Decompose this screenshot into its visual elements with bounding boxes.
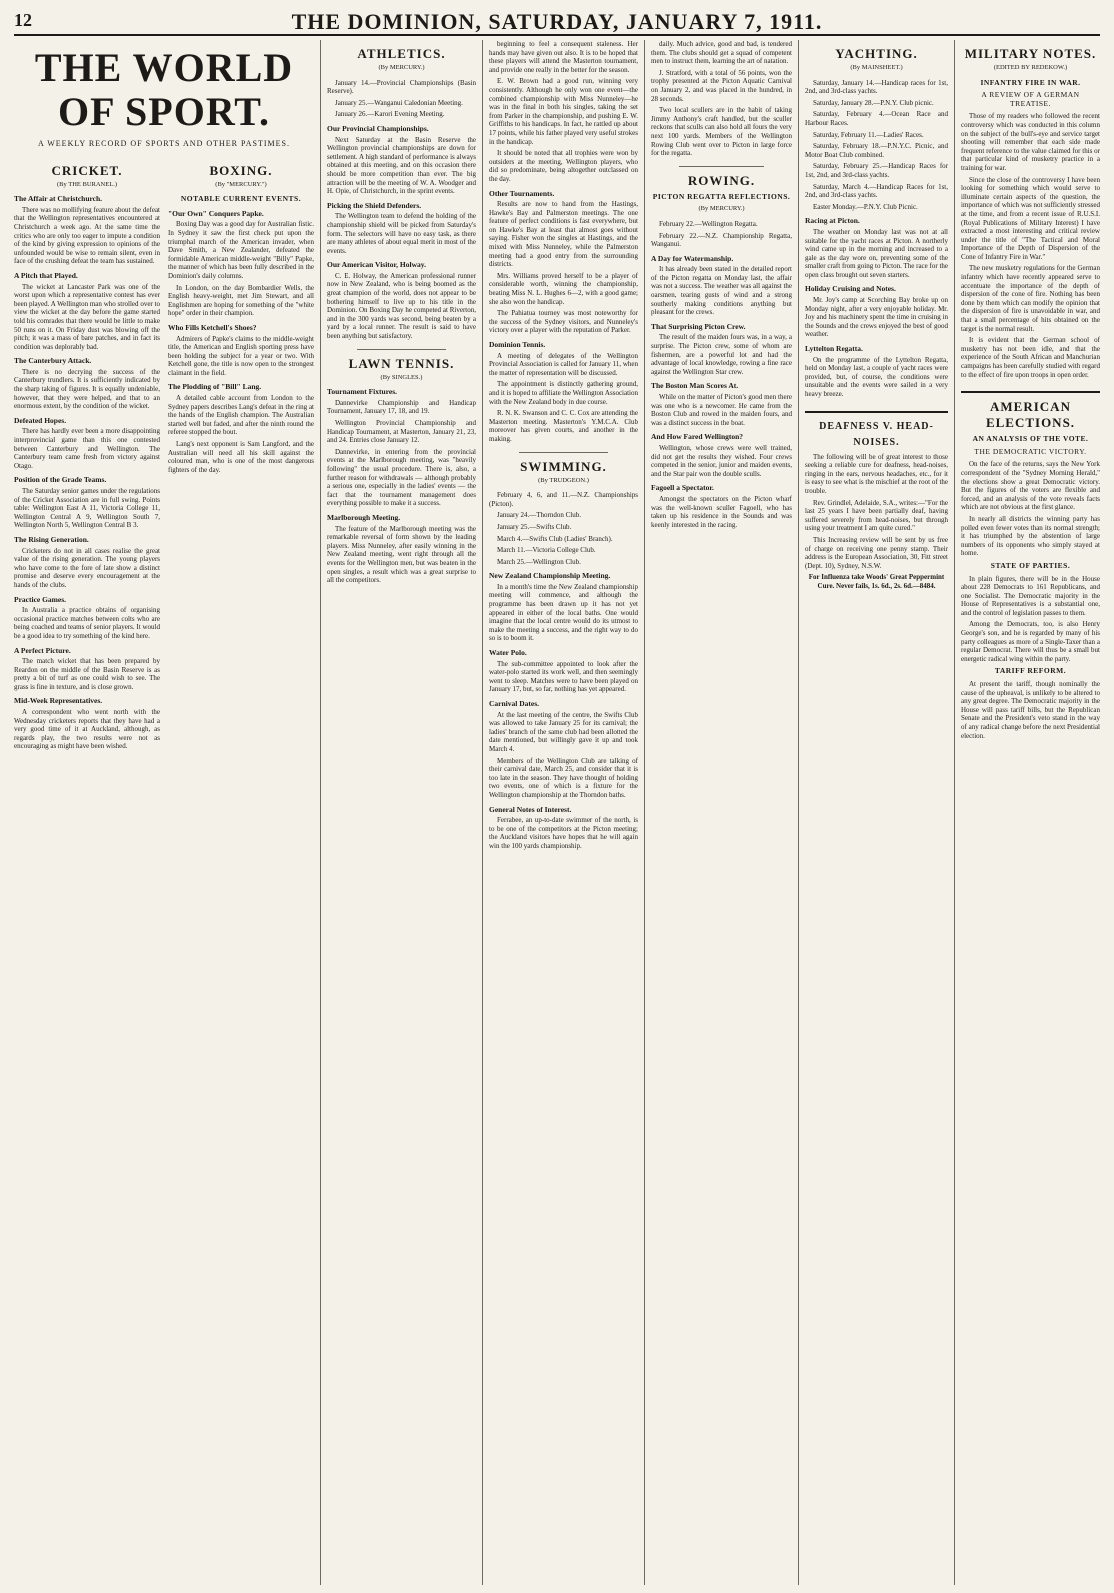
tennis-byline: (By SINGLES.) <box>380 373 423 381</box>
tennis-subhead: Dominion Tennis. <box>489 340 546 349</box>
article-paragraph: Rev. Grindlel, Adelaide, S.A., writes:—"For the last 25 years I have been partially deaf, having suffered severely from head-noises, but through using your treatment I am quite cured." <box>805 498 948 533</box>
article-paragraph: In Australia a practice obtains of organising occasional practice matches between colts who are being coached and teams of senior players. It would be a good idea to try something of the kind here. <box>14 606 160 640</box>
swimming-subhead: New Zealand Championship Meeting. <box>489 571 611 581</box>
article-paragraph: Dannevirke, in entering from the provincial events at the Marlborough meeting, was "heavily following" the usual procedure. There is, also, a further reason for withdrawals — although probably a serious one, especially in the ladies' events — the fact that the tournament management does everything possible to make it a success. <box>327 447 476 508</box>
cricket-subhead: Position of the Grade Teams. <box>14 475 107 485</box>
article-paragraph: The Pahiatua tourney was most noteworthy for the success of the Sydney visitors, and Nunneley's victory over a player with the reputation of Parker. <box>489 309 638 335</box>
yachting-subhead: Lyttelton Regatta. <box>805 344 863 354</box>
fixture-line: January 25.—Swifts Club. <box>497 522 572 531</box>
article-paragraph: Ferrabee, an up-to-date swimmer of the north, is to be one of the competitors at the Picton meeting; the Auckland visitors have hopes that he will again win the 100 yards championship. <box>489 816 638 850</box>
swimming-subhead: Water Polo. <box>489 648 527 658</box>
fixture-line: Saturday, February 4.—Ocean Race and Harbour Races. <box>805 110 948 127</box>
article-paragraph: In London, on the day Bombardier Wells, the English heavy-weight, met Jim Stewart, and all Englishmen are hoping for something of the "white hope" order in their champion. <box>168 283 314 318</box>
boxing-byline: (By "MERCURY.") <box>215 180 267 188</box>
fixture-line: February 22.—Wellington Regatta. <box>659 219 758 228</box>
military-column <box>954 40 1100 1585</box>
fixture-line: January 14.—Provincial Championships (Basin Reserve). <box>327 78 476 96</box>
article-paragraph: A detailed cable account from London to the Sydney papers describes Lang's defeat in the ring at the hands of the English champion. The Australian started well but faded, and after the ninth round the referee stopped the bout. <box>168 394 314 437</box>
article-paragraph: It has already been stated in the detailed report of the Picton regatta on Monday last, the affair was not a success. The weather was all against the oarsmen, tearing gusts of wind and a strong southerly making conditions anything but pleasant for the crews. <box>651 265 792 317</box>
yachting-subhead: Racing at Picton. <box>805 216 860 226</box>
sport-subtitle: A WEEKLY RECORD OF SPORTS AND OTHER PASTIMES. <box>38 139 290 148</box>
cricket-heading: CRICKET. <box>51 162 123 178</box>
fixture-line: Easter Monday.—P.N.Y. Club Picnic. <box>813 202 918 211</box>
article-paragraph: In nearly all districts the winning party has polled even fewer votes than its normal strength; it has triumphed by the abstention of large numbers of its opponents who simply stayed at home. <box>961 514 1100 558</box>
section-divider <box>679 166 764 167</box>
swimming-subhead: General Notes of Interest. <box>489 804 572 814</box>
fixture-line: March 25.—Wellington Club. <box>497 557 581 566</box>
tennis-subhead: Marlborough Meeting. <box>327 512 401 522</box>
rowing-subhead: That Surprising Picton Crew. <box>651 321 746 331</box>
article-paragraph: In plain figures, there will be in the House about 228 Democrats to 161 Republicans, and one Socialist. The Democratic majority in the House of Representatives is a substantial one, and the control of legislation passes to them. <box>961 574 1100 617</box>
section-divider <box>805 411 948 413</box>
rowing-heading: ROWING. <box>687 172 756 188</box>
article-paragraph: Wellington, whose crews were well trained, did not get the results they wished. Four crews competed in the senior, junior and maiden events, and the Star pair won the double sculls. <box>651 443 792 478</box>
fixture-line: March 4.—Swifts Club (Ladies' Branch). <box>497 534 613 543</box>
deafness-heading: DEAFNESS V. HEAD-NOISES. <box>819 420 934 448</box>
american-subhead: TARIFF REFORM. <box>994 666 1067 676</box>
section-divider <box>357 349 446 350</box>
fixture-line: February 22.—N.Z. Championship Regatta, Wanganui. <box>651 231 792 249</box>
section-divider <box>961 391 1100 393</box>
boxing-section <box>168 157 314 754</box>
article-paragraph: E. W. Brown had a good run, winning very consistently. Although he only won one event—the combined championship with Miss Nunneley—he was in the final in both his singles, taking the set from Parker in the championship, and pushing E. W. Griffiths to his handicaps. In fact, he rattled up about 17 points, while his father played very useful strokes in the handicap. <box>489 77 638 146</box>
article-paragraph: Two local scullers are in the habit of taking Jimmy Anthony's craft handled, but the sculler reckons that sculls can also hold all fours the very next 100 yards. Members of the Wellington Rowing Club went over to Picton in large force for the regatta. <box>651 106 792 158</box>
article-paragraph: beginning to feel a consequent staleness. Her hands may have given out also. It is to be hoped that these players will attend the Masterton tournament, and provide one really in the better for the season. <box>489 40 638 74</box>
fixture-line: January 25.—Wanganui Caledonian Meeting. <box>335 98 463 107</box>
article-paragraph: The Saturday senior games under the regulations of the Cricket Association are in full swing. Points table: Wellington East A 11, Victoria College 11, Wellington Central A 9, Wellington South 7, Wellington North 5, Wellington Central B 3. <box>14 487 160 530</box>
swimming-subhead: Carnival Dates. <box>489 699 539 708</box>
rowing-subhead: And How Fared Wellington? <box>651 432 744 442</box>
cricket-byline: (By THE BURANEL.) <box>56 180 117 188</box>
boxing-heading: BOXING. <box>209 162 273 178</box>
athletics-byline: (By MERCURY.) <box>378 64 425 71</box>
yachting-byline: (By MAINSHEET.) <box>850 64 903 71</box>
article-paragraph: Admirers of Papke's claims to the middle-weight title, the American and English sporting press have been holding the subject for a year or two. With Ketchell gone, the title is now open to the strongest claimant in the field. <box>168 334 314 377</box>
rowing-subhead: Fagoell a Spectator. <box>651 483 714 493</box>
fixture-line: February 4, 6, and 11.—N.Z. Championships (Picton). <box>489 491 638 508</box>
article-paragraph: Amongst the spectators on the Picton wharf was the well-known sculler Fagoell, who has taken up his residence in the Sounds and was keenly interested in the racing. <box>651 494 792 529</box>
fixture-line: January 24.—Thorndon Club. <box>497 511 581 520</box>
article-paragraph: While on the matter of Picton's good men there was one who is a newcomer. He came from the Boston Club and rowed in the maiden fours, and was a distinct success in the boat. <box>651 393 792 427</box>
article-paragraph: The sub-committee appointed to look after the water-polo started its work well, and then seemingly went to sleep. Matches were to have been played on January 17, but, so far, nothing has yet appeared. <box>489 659 638 694</box>
article-paragraph: Dannevirke Championship and Handicap Tournament, January 17, 18, and 19. <box>327 398 476 416</box>
article-paragraph: This Increasing review will be sent by us free of charge on receiving one penny stamp. Their address is the European Association, 30, Fitt street (Dept. 10), Sydney, N.S.W. <box>805 535 948 570</box>
article-paragraph: A meeting of delegates of the Wellington Provincial Association is called for January 11, when the matter of representation will be discussed. <box>489 351 638 377</box>
american-subdeck: THE DEMOCRATIC VICTORY. <box>974 446 1087 456</box>
article-paragraph: At the last meeting of the centre, the Swifts Club was allowed to take January 25 for its carnival; the ladies' branch of the same club had been allotted the date mentioned, but willingly gave it up and took March 4. <box>489 710 638 753</box>
article-paragraph: The match wicket that has been prepared by Reardon on the middle of the Basin Reserve is as pretty a bit of turf as one could wish to see. The grass is fine in texture, and is close grown. <box>14 657 160 691</box>
american-heading: AMERICAN ELECTIONS. <box>985 399 1076 431</box>
article-paragraph: The new musketry regulations for the German infantry which have recently appeared serve to accentuate the importance of the depth of dispersion of the cone of fire. Nothing has been done by them which can modify the opinion that the dispersion of fire is unavoidable in war, and that a small percentage of hits obtained on the target is the normal result. <box>961 264 1100 333</box>
article-paragraph: Wellington Provincial Championship and Handicap Tournament, at Masterton, January 21, 23, and 24. Entries close January 12. <box>327 419 476 445</box>
article-paragraph: There has hardly ever been a more disappointing interprovincial game than this one contested between Canterbury and Wellington. The Canterbury team came fresh from victory against Otago. <box>14 427 160 470</box>
tennis-subhead: Tournament Fixtures. <box>327 387 398 397</box>
article-paragraph: daily. Much advice, good and bad, is tendered them. The clubs should get a squad of competent men to instruct them, learning the art of natation. <box>651 40 792 66</box>
article-paragraph: There was no mollifying feature about the defeat that the Wellington representatives encountered at Christchurch a week ago. At the same time the critics who are only too eager to impute a condition of the kind by giving expression to opinions of the unfounded would be wise to remain silent, even in face of the crushing defeat the team has sustained. <box>14 205 160 266</box>
article-paragraph: Mr. Joy's camp at Scorching Bay broke up on Monday night, after a very enjoyable holiday. Mr. Joy and his machinery spent the time in cruising in the Sounds and the crews enjoyed the best of good weather. <box>805 296 948 339</box>
cricket-subhead: Practice Games. <box>14 594 67 604</box>
article-paragraph: At present the tariff, though nominally the cause of the upheaval, is unlikely to be altered to any great degree. The Democratic majority in the House will pass tariff bills, but the Republican Senate and the President's veto stand in the way of any radical change before the next Presidential election. <box>961 680 1100 740</box>
fixture-line: Saturday, February 18.—P.N.Y.C. Picnic, and Motor Boat Club combined. <box>805 142 948 159</box>
military-byline: (EDITED BY REDEKOW.) <box>993 64 1068 71</box>
article-paragraph: Those of my readers who followed the recent controversy which was conducted in this column on the subject of the bull's-eye and service target shooting will remember that each side made frequent reference to the value claimed for this or that particular kind of musketry practice in a training for war. <box>961 112 1100 172</box>
yachting-subhead: Holiday Cruising and Notes. <box>805 284 896 294</box>
newspaper-title: THE DOMINION, SATURDAY, JANUARY 7, 1911. <box>291 9 823 34</box>
boxing-subhead: The Plodding of "Bill" Lang. <box>168 382 262 392</box>
tennis-heading: LAWN TENNIS. <box>348 355 455 371</box>
rowing-deck: PICTON REGATTA REFLECTIONS. <box>652 191 791 201</box>
article-paragraph: A correspondent who went north with the Wednesday cricketers reports that they have had a very good time of it at Auckland, although, as regards play, the two results were not as encouraging as might have been wished. <box>14 708 160 751</box>
athletics-tennis-column <box>320 40 476 1585</box>
page-columns <box>14 40 1100 1585</box>
sport-title: THE WORLD OF SPORT. <box>34 45 294 134</box>
athletics-heading: ATHLETICS. <box>357 46 446 61</box>
cricket-subhead: The Affair at Christchurch. <box>14 194 103 204</box>
article-paragraph: Next Saturday at the Basin Reserve the Wellington provincial championships are down for settlement. A high standard of performance is always obtained at this meeting, and on this occasion there should be more competition than ever. The big attraction will be the meeting of W. A. Woodger and H. Opie, of Christchurch, in the sprint events. <box>327 135 476 196</box>
fixture-line: Saturday, February 11.—Ladies' Races. <box>813 130 924 139</box>
rowing-byline: (By MERCURY.) <box>698 205 745 213</box>
sport-columns <box>14 40 314 1585</box>
boxing-deck: NOTABLE CURRENT EVENTS. <box>180 194 302 204</box>
section-divider <box>519 452 608 453</box>
cricket-subhead: Defeated Hopes. <box>14 415 67 425</box>
article-paragraph: The Wellington team to defend the holding of the championship shield will be picked from Saturday's form. The selectors will have no easy task, as there are many athletes of about equal merit in most of the events. <box>327 212 476 255</box>
article-paragraph: Among the Democrats, too, is also Henry George's son, and he is regarded by many of his party colleagues as more of a Single-Taxer than a regular Democrat. There will thus be a small but energetic radical wing within the party. <box>961 620 1100 663</box>
athletics-subhead: Our Provincial Championships. <box>327 123 429 133</box>
rowing-subhead: A Day for Watermanship. <box>651 253 734 263</box>
article-paragraph: It is evident that the German school of musketry has not been idle, and that the experience of the South African and Manchurian campaigns has been carefully studied with regard to the effect of fire upon troops in open order. <box>961 336 1100 379</box>
military-heading: MILITARY NOTES. <box>964 46 1097 61</box>
masthead <box>14 8 1100 36</box>
article-paragraph: The feature of the Marlborough meeting was the remarkable reversal of form shown by the leading players. Miss Nunneley, after easily winning in the New Zealand meeting, went right through all the events for the Wellington men, but was beaten in the open singles, a result which was a great surprise to all the competitors. <box>327 524 476 585</box>
article-paragraph: The wicket at Lancaster Park was one of the worst upon which a representative contest has ever been played. A Wellington man who strolled over to view the wicket at the day before the game started told his comrades that there would be little to make 50 runs on it. On Friday dust was blowing off the pitch; it was a mass of bare patches, and in fact its condition was deplorably bad. <box>14 282 160 351</box>
article-paragraph: It should be noted that all trophies were won by outsiders at the meeting, Wellington players, who did so predominate, being altogether outclassed on the day. <box>489 149 638 183</box>
boxing-subhead: Who Fills Ketchell's Shoes? <box>168 322 257 332</box>
american-subhead: STATE OF PARTIES. <box>990 560 1071 570</box>
advertisement: For Influenza take Woods' Great Peppermint Cure. Never fails, 1s. 6d., 2s. 6d.—8484. <box>808 573 945 590</box>
article-paragraph: Mrs. Williams proved herself to be a player of considerable worth, winning the championship, beating Miss N. L. Hughes 6—2, with a good game; she also won the handicap. <box>489 271 638 306</box>
military-subdeck: A REVIEW OF A GERMAN TREATISE. <box>981 90 1080 108</box>
athletics-subhead: Our American Visitor, Holway. <box>327 260 426 270</box>
article-paragraph: On the face of the returns, says the New York correspondent of the "Sydney Morning Herald," the elections show a great Democratic victory. But the figures of the voters are flexible and forced, and an analysis of the vote reveals facts which are not obvious at the first glance. <box>961 460 1100 512</box>
article-paragraph: The appointment is distinctly gathering ground, and it is hoped to affiliate the Wellington Association with the New Zealand body in due course. <box>489 380 638 406</box>
yachting-heading: YACHTING. <box>835 46 918 61</box>
article-paragraph: The following will be of great interest to those seeking a reliable cure for deafness, head-noises, ringing in the ears, nervous headaches, etc., for it is easy to see what is the mischief at the root of the trouble. <box>805 452 948 495</box>
rowing-column <box>644 40 792 1585</box>
fixture-line: March 11.—Victoria College Club. <box>497 546 596 555</box>
article-paragraph: R. N. K. Swanson and C. C. Cox are attending the Masterton meeting. Masterton's Y.M.C.A. Club moreover has given courts, and another in the making. <box>489 409 638 443</box>
article-paragraph: J. Stratford, with a total of 56 points, won the trophy presented at the Picton Aquatic Carnival on January 2, and was placed in the hundred, in 28 seconds. <box>651 68 792 103</box>
article-paragraph: In a month's time the New Zealand championship meeting will commence, and although the programme has been drawn up it has not yet appeared in either of the local baths. One would imagine that the local centre would do its utmost to make the meeting a success, and the right way to do so is to boom it. <box>489 582 638 643</box>
yachting-column <box>798 40 948 1585</box>
athletics-subhead: Picking the Shield Defenders. <box>327 200 422 210</box>
article-paragraph: On the programme of the Lyttelton Regatta, held on Monday last, a couple of yacht races were provided, but, of course, the conditions were unsuitable and the events were sailed in a very heavy breeze. <box>805 355 948 398</box>
rowing-subhead: The Boston Man Scores At. <box>651 381 739 391</box>
article-paragraph: Lang's next opponent is Sam Langford, and the Australian will need all his skill against the coloured man, who is one of the most dangerous fighters of the day. <box>168 440 314 474</box>
swimming-byline: (By TRUDGEON.) <box>538 476 589 484</box>
article-paragraph: Cricketers do not in all cases realise the great value of the rising generation. The young players who have come to the fore of late show a distinct promise and deserve every encouragement at the hands of the clubs. <box>14 546 160 589</box>
article-paragraph: C. E. Holway, the American professional runner now in New Zealand, who is being boomed as the great champion of the world, does not appear to be bothering himself to live up to his title in the Dominion. On Boxing Day he competed at Riverton, and in the 300 yards was second, being beaten by a yard by a local runner. The result is said to have been anything but satisfactory. <box>327 271 476 341</box>
fixture-line: Saturday, January 14.—Handicap races for 1st, 2nd, and 3rd-class yachts. <box>805 78 948 96</box>
cricket-subhead: A Pitch that Played. <box>14 270 78 280</box>
article-paragraph: Since the close of the controversy I have been looking for something which would serve to illuminate certain aspects of the question, the importance of which was not sufficiently stressed at the time, and from a recent issue of R.U.S.I. (Royal Publications of Military Interest) I have extracted a most interesting and critical review under the title of "The Tactical and Moral Importance of the Depth of Dispersion of the Cone of Infantry Fire in War." <box>961 175 1100 261</box>
military-deck: INFANTRY FIRE IN WAR. <box>980 77 1081 87</box>
fixture-line: Saturday, February 25.—Handicap Races for 1st, 2nd, and 3rd-class yachts. <box>805 162 948 179</box>
page-number: 12 <box>14 10 32 30</box>
swimming-heading: SWIMMING. <box>520 458 607 474</box>
american-deck: AN ANALYSIS OF THE VOTE. <box>972 434 1089 444</box>
tennis-swimming-column <box>482 40 638 1585</box>
fixture-line: Saturday, March 4.—Handicap Races for 1st, 2nd, and 3rd-class yachts. <box>805 182 948 200</box>
article-paragraph: The result of the maiden fours was, in a way, a surprise. The Picton crew, some of whom are fishermen, are a powerful lot and had the advantage of local knowledge, rowing a fine race against the Wellington Star crew. <box>651 333 792 376</box>
cricket-subhead: Mid-Week Representatives. <box>14 696 103 706</box>
article-paragraph: Boxing Day was a good day for Australian fistic. In Sydney it saw the first check put upon the triumphal march of the American invader, when Dave Smith, a New Zealander, defeated the formidable American middle-weight "Billy" Papke, the manner of which has been fully described in the Dominion's daily columns. <box>168 220 314 280</box>
cricket-subhead: The Rising Generation. <box>14 534 89 544</box>
cricket-subhead: The Canterbury Attack. <box>14 356 92 366</box>
tennis-subhead: Other Tournaments. <box>489 188 555 198</box>
cricket-section <box>14 157 160 754</box>
article-paragraph: The weather on Monday last was not at all suitable for the yacht races at Picton. A northerly wind came up in the morning and increased to a gale as the day wore on, preventing some of the smaller craft from going to Picton. The race for the open class brought out seven starters. <box>805 227 948 279</box>
article-paragraph: Results are now to hand from the Hastings, Hawke's Bay and Palmerston meetings. The one feature of perfect conditions is fast everywhere, but on Hawke's Bay at least that almost goes without saying. Fisher won the singles at Hastings, and the mixed with Miss Nunneley, while the Palmerston meeting had a good entry from the surrounding districts. <box>489 200 638 269</box>
fixture-line: Saturday, January 28.—P.N.Y. Club picnic. <box>813 98 934 107</box>
article-paragraph: Members of the Wellington Club are talking of their carnival date, March 25, and consider that it is too late in the season. They have thought of holding two events, one of which is a fixture for the Wellington championship at the Thorndon baths. <box>489 756 638 799</box>
cricket-subhead: A Perfect Picture. <box>14 645 71 655</box>
fixture-line: January 26.—Karori Evening Meeting. <box>335 110 445 119</box>
boxing-subhead: "Our Own" Conquers Papke. <box>168 208 264 218</box>
article-paragraph: There is no decrying the success of the Canterbury trundlers. It is sufficiently indicated by the sharp taking of figures. It is equally undeniable, however, that they were helped, and that to an enormous extent, by the condition of the wicket. <box>14 367 160 411</box>
